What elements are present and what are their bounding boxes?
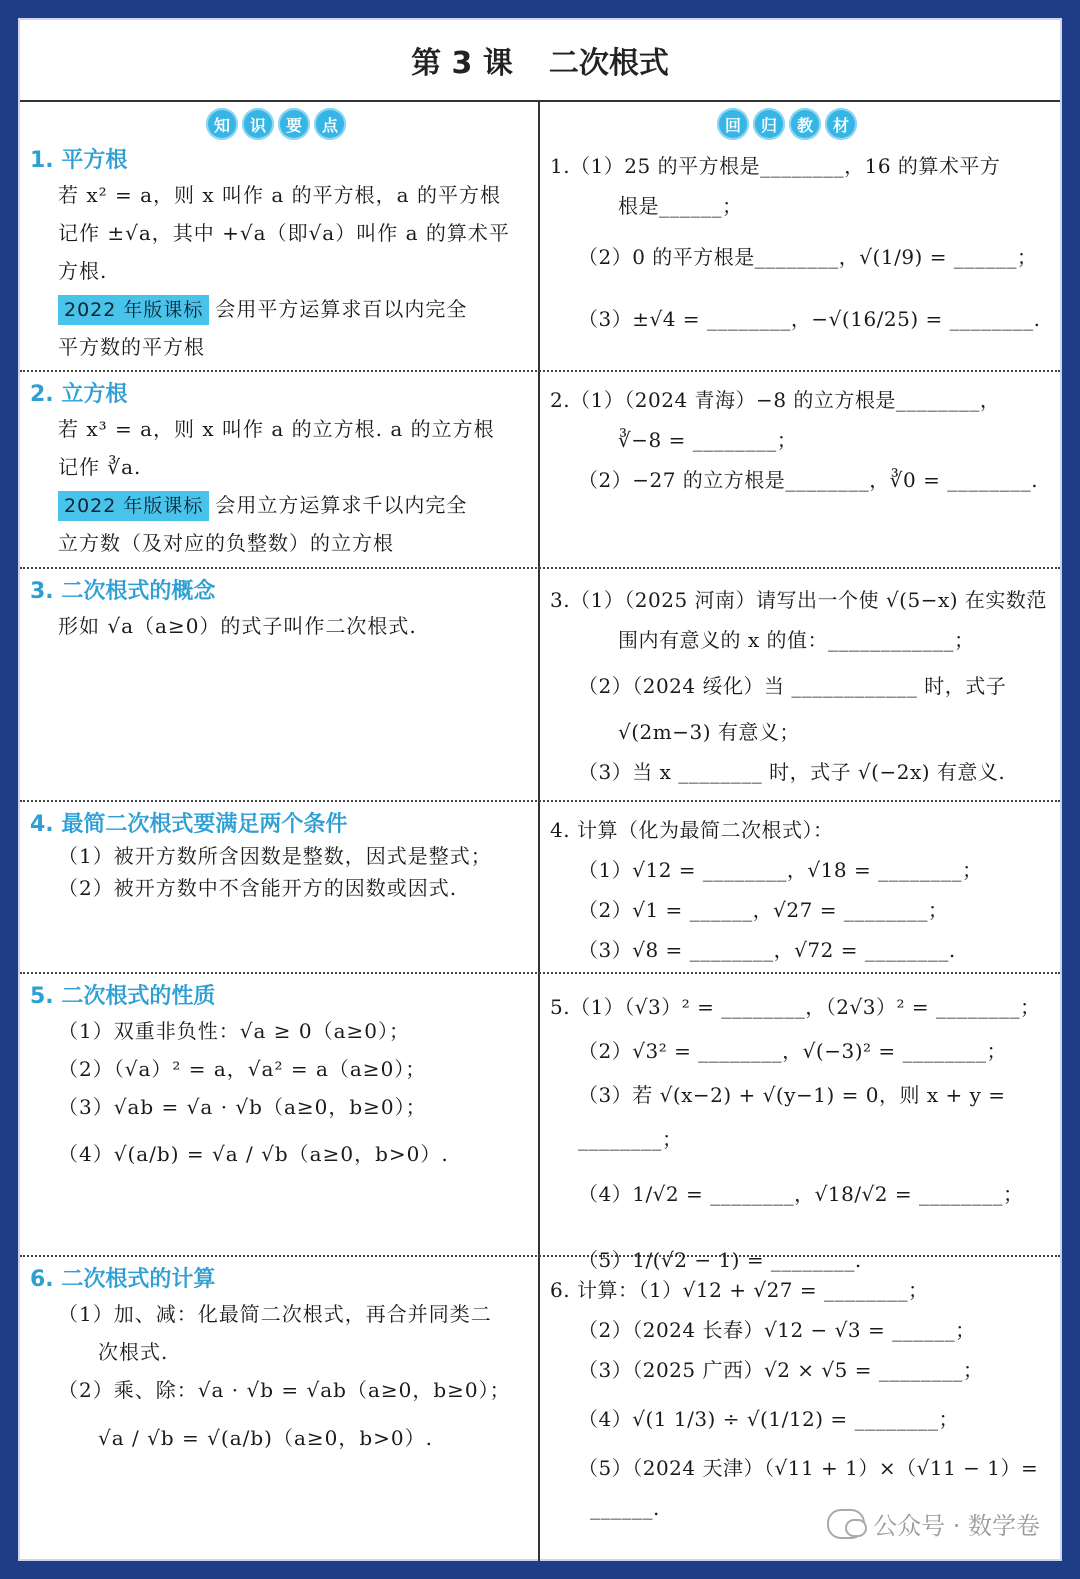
section-5-knowledge xyxy=(30,982,530,1182)
standard-text: 会用立方运算求千以内完全 xyxy=(215,493,468,517)
text-line: 立方数（及对应的负整数）的立方根 xyxy=(58,531,394,555)
lesson-number: 第 3 课 xyxy=(411,46,513,81)
standard-line xyxy=(30,290,530,328)
exercise-line: （5）（2024 天津）（√11 + 1）×（√11 − 1）= xyxy=(578,1456,1039,1480)
badge-char: 材 xyxy=(825,108,857,140)
section-4-knowledge xyxy=(30,810,530,904)
text-line: （2）（√a）² = a，√a² = a（a≥0）； xyxy=(58,1057,427,1081)
standard-line xyxy=(30,486,530,524)
exercise-line: 5.（1）（√3）² = ________，（2√3）² = ________； xyxy=(550,995,1041,1019)
text-line: （1）被开方数所含因数是整数，因式是整式； xyxy=(58,844,492,868)
watermark-text: 公众号 · 数学卷 xyxy=(873,1512,1040,1540)
text-line: （1）双重非负性：√a ≥ 0（a≥0）； xyxy=(58,1019,410,1043)
column-divider xyxy=(538,100,540,1561)
exercise-line: （3）当 x ________ 时，式子 √(−2x) 有意义. xyxy=(578,760,1006,784)
section-6-exercise xyxy=(550,1270,1058,1528)
text-line: 方根. xyxy=(58,259,108,283)
text-line: 若 x² = a，则 x 叫作 a 的平方根，a 的平方根 xyxy=(58,183,501,207)
exercise-line: （2）√3² = ________，√(−3)² = ________； xyxy=(578,1039,1008,1063)
knowledge-points-badges xyxy=(206,108,346,140)
exercise-line: （1）√12 = ________，√18 = ________； xyxy=(578,858,983,882)
row-separator xyxy=(20,567,1060,569)
section-5-exercise xyxy=(550,985,1058,1293)
exercise-line: （3）（2025 广西）√2 × √5 = ________； xyxy=(578,1358,984,1382)
text-line: 记作 ±√a，其中 +√a（即√a）叫作 a 的算术平 xyxy=(58,221,510,245)
row-separator xyxy=(20,370,1060,372)
badge-char: 回 xyxy=(717,108,749,140)
exercise-line: （5）1/(√2 − 1) = ________. xyxy=(578,1248,862,1272)
exercise-line: 根是______； xyxy=(618,194,743,218)
exercise-line: （4）1/√2 = ________，√18/√2 = ________； xyxy=(578,1182,1024,1206)
section-4-exercise xyxy=(550,810,1058,970)
text-line: （3）√ab = √a · √b（a≥0，b≥0）； xyxy=(58,1095,427,1119)
text-line: （2）乘、除：√a · √b = √ab（a≥0，b≥0）； xyxy=(58,1378,511,1402)
section-3-knowledge xyxy=(30,577,530,645)
text-line: （4）√(a/b) = √a / √b（a≥0，b>0）. xyxy=(58,1142,449,1166)
section-2-exercise xyxy=(550,380,1058,500)
section-heading: 3. 二次根式的概念 xyxy=(30,579,216,604)
exercise-line: 4. 计算（化为最简二次根式）： xyxy=(550,818,834,842)
text-line: 记作 ∛a. xyxy=(58,455,142,479)
badge-char: 知 xyxy=(206,108,238,140)
section-6-knowledge xyxy=(30,1265,530,1467)
badge-char: 点 xyxy=(314,108,346,140)
exercise-line: 6. 计算：（1）√12 + √27 = ________； xyxy=(550,1278,929,1302)
text-line: （1）加、减：化最简二次根式，再合并同类二 xyxy=(58,1302,492,1326)
exercise-line: 围内有意义的 x 的值：____________； xyxy=(618,628,975,652)
row-separator xyxy=(20,800,1060,802)
text-line: 若 x³ = a，则 x 叫作 a 的立方根. a 的立方根 xyxy=(58,417,495,441)
exercise-line: （3）√8 = ________，√72 = ________. xyxy=(578,938,956,962)
text-line: 次根式. xyxy=(98,1340,169,1364)
exercise-line: （3）±√4 = ________，−√(16/25) = ________. xyxy=(578,307,1041,331)
badge-char: 要 xyxy=(278,108,310,140)
exercise-line: （2）（2024 绥化）当 ____________ 时，式子 xyxy=(578,674,1007,698)
standard-text: 会用平方运算求百以内完全 xyxy=(215,297,468,321)
section-heading: 2. 立方根 xyxy=(30,382,128,407)
exercise-line: （3）若 √(x−2) + √(y−1) = 0，则 x + y = ________； xyxy=(578,1083,1006,1151)
section-3-exercise xyxy=(550,580,1058,792)
section-2-knowledge xyxy=(30,380,530,562)
section-1-knowledge xyxy=(30,146,530,366)
textbook-review-badges xyxy=(717,108,857,140)
curriculum-standard-tag: 2022 年版课标 xyxy=(58,295,209,325)
exercise-line: （2）0 的平方根是________，√(1/9) = ______； xyxy=(578,245,1038,269)
section-heading: 6. 二次根式的计算 xyxy=(30,1267,216,1292)
text-line: （2）被开方数中不含能开方的因数或因式. xyxy=(58,876,458,900)
text-line: 平方数的平方根 xyxy=(58,335,205,359)
section-heading: 5. 二次根式的性质 xyxy=(30,984,216,1009)
section-heading: 4. 最简二次根式要满足两个条件 xyxy=(30,812,348,837)
exercise-line: （2）−27 的立方根是________，∛0 = ________. xyxy=(578,468,1039,492)
badge-char: 识 xyxy=(242,108,274,140)
badge-char: 归 xyxy=(753,108,785,140)
wechat-icon xyxy=(827,1509,865,1539)
title-bar xyxy=(20,20,1060,102)
section-1-exercise xyxy=(550,146,1058,350)
exercise-line: （4）√(1 1/3) ÷ √(1/12) = ________； xyxy=(578,1407,960,1431)
lesson-topic: 二次根式 xyxy=(548,46,669,81)
exercise-line: 1.（1）25 的平方根是________，16 的算术平方 xyxy=(550,154,1001,178)
row-separator xyxy=(20,972,1060,974)
watermark xyxy=(827,1506,1040,1541)
exercise-line: √(2m−3) 有意义； xyxy=(618,720,800,744)
exercise-line: ∛−8 = ________； xyxy=(618,428,798,452)
exercise-line: 3.（1）（2025 河南）请写出一个使 √(5−x) 在实数范 xyxy=(550,588,1047,612)
worksheet xyxy=(18,18,1062,1561)
exercise-line: ______. xyxy=(590,1496,660,1520)
text-line: √a / √b = √(a/b)（a≥0，b>0）. xyxy=(98,1426,434,1450)
exercise-line: （2）（2024 长春）√12 − √3 = ______； xyxy=(578,1318,976,1342)
exercise-line: （2）√1 = ______，√27 = ________； xyxy=(578,898,949,922)
section-heading: 1. 平方根 xyxy=(30,148,128,173)
exercise-line: 2.（1）（2024 青海）−8 的立方根是________， xyxy=(550,388,1001,412)
badge-char: 教 xyxy=(789,108,821,140)
curriculum-standard-tag: 2022 年版课标 xyxy=(58,491,209,521)
text-line: 形如 √a（a≥0）的式子叫作二次根式. xyxy=(58,614,417,638)
